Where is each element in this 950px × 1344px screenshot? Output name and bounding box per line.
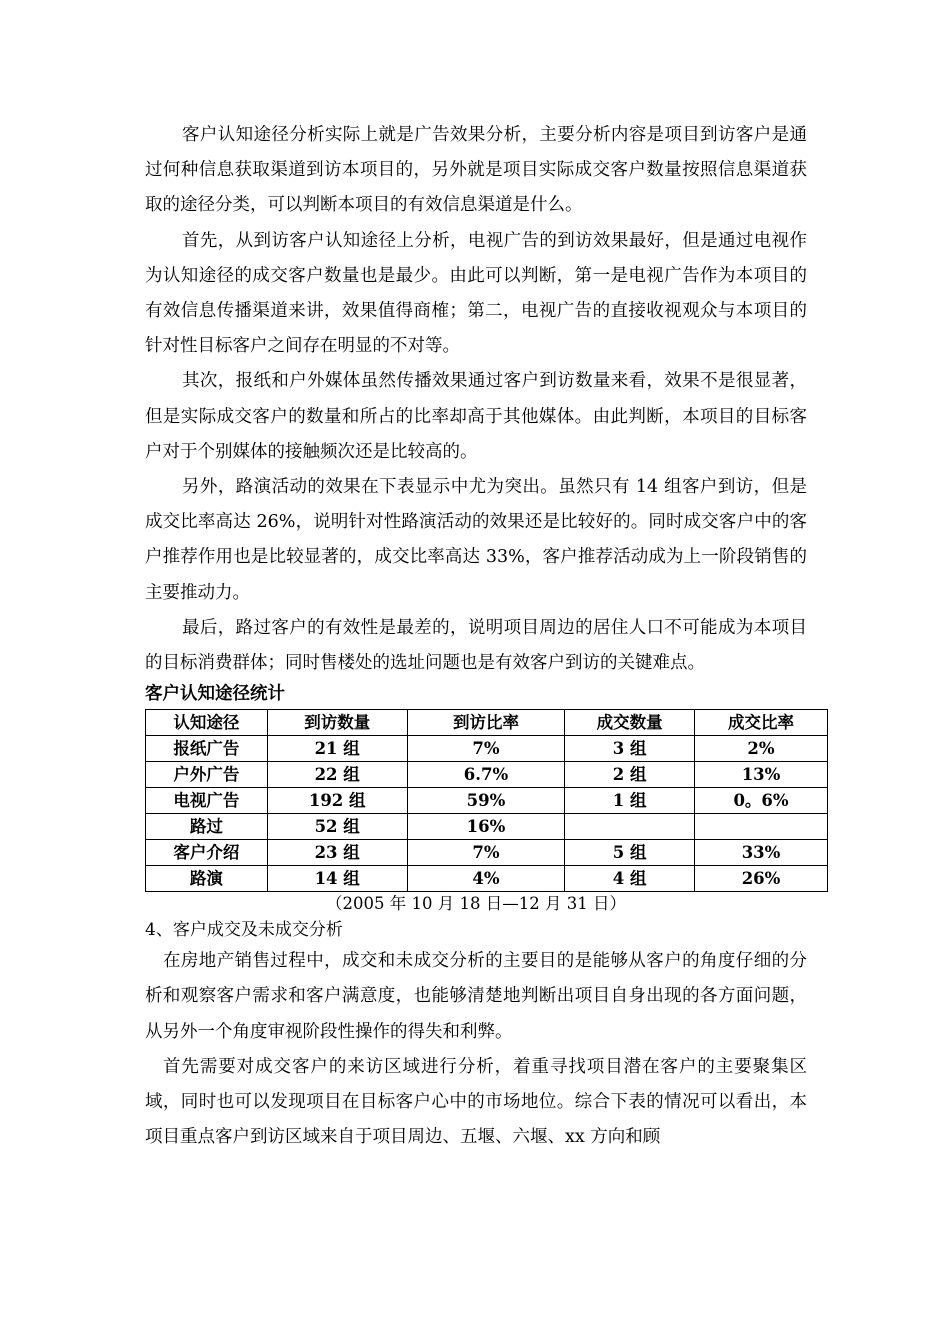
paragraph: 客户认知途径分析实际上就是广告效果分析，主要分析内容是项目到访客户是通过何种信息获取渠道到访本项目的，另外就是项目实际成交客户数量按照信息渠道获取的途径分类，可以判断本项目的有效信息渠道是什么。 bbox=[145, 125, 807, 216]
table-cell: 7% bbox=[407, 736, 565, 762]
table-cell: 13% bbox=[695, 762, 828, 788]
column-header: 认知途径 bbox=[146, 710, 268, 736]
table-cell: 2 组 bbox=[565, 762, 695, 788]
table-cell: 14 组 bbox=[267, 866, 407, 892]
table-cell: 7% bbox=[407, 840, 565, 866]
paragraph: 其次，报纸和户外媒体虽然传播效果通过客户到访数量来看，效果不是很显著，但是实际成交客户的数量和所占的比率却高于其他媒体。由此判断，本项目的目标客户对于个别媒体的接触频次还是比较高的。 bbox=[145, 371, 807, 462]
table-row bbox=[146, 866, 828, 892]
paragraph: 另外，路演活动的效果在下表显示中尤为突出。虽然只有 14 组客户到访，但是成交比率高达 26%，说明针对性路演活动的效果还是比较好的。同时成交客户中的客户推荐作用也是比较显著的，成交比率高达 33%，客户推荐活动成为上一阶段销售的主要推动力。 bbox=[145, 477, 807, 603]
table-cell: 23 组 bbox=[267, 840, 407, 866]
table-cell: 路过 bbox=[146, 814, 268, 840]
table-cell: 192 组 bbox=[267, 788, 407, 814]
section-heading: 4、客户成交及未成交分析 bbox=[145, 920, 343, 941]
table-row bbox=[146, 814, 828, 840]
paragraph: 首先需要对成交客户的来访区域进行分析，着重寻找项目潜在客户的主要聚集区域，同时也可以发现项目在目标客户心中的市场地位。综合下表的情况可以看出，本项目重点客户到访区域来自于项目周边、五堰、六堰、xx 方向和顾 bbox=[145, 1056, 807, 1148]
document-page bbox=[145, 118, 807, 1155]
table-cell: 客户介绍 bbox=[146, 840, 268, 866]
table-cell: 4% bbox=[407, 866, 565, 892]
table-cell: 26% bbox=[695, 866, 828, 892]
table-cell: 6.7% bbox=[407, 762, 565, 788]
stats-table bbox=[145, 709, 828, 892]
table-cell bbox=[565, 814, 695, 840]
table-cell: 4 组 bbox=[565, 866, 695, 892]
table-header-row bbox=[146, 710, 828, 736]
column-header: 成交数量 bbox=[565, 710, 695, 736]
table-date-note: （2005 年 10 月 18 日—12 月 31 日） bbox=[326, 894, 626, 914]
table-row bbox=[146, 840, 828, 866]
table-cell: 2% bbox=[695, 736, 828, 762]
table-cell bbox=[695, 814, 828, 840]
table-row bbox=[146, 762, 828, 788]
table-cell: 52 组 bbox=[267, 814, 407, 840]
paragraph: 最后，路过客户的有效性是最差的，说明项目周边的居住人口不可能成为本项目的目标消费群体；同时售楼处的选址问题也是有效客户到访的关键难点。 bbox=[145, 617, 807, 674]
table-cell: 户外广告 bbox=[146, 762, 268, 788]
table-cell: 报纸广告 bbox=[146, 736, 268, 762]
table-cell: 3 组 bbox=[565, 736, 695, 762]
table-cell: 5 组 bbox=[565, 840, 695, 866]
table-cell: 22 组 bbox=[267, 762, 407, 788]
table-cell: 0。6% bbox=[695, 788, 828, 814]
column-header: 到访数量 bbox=[267, 710, 407, 736]
table-row bbox=[146, 736, 828, 762]
paragraph: 首先，从到访客户认知途径上分析，电视广告的到访效果最好，但是通过电视作为认知途径的成交客户数量也是最少。由此可以判断，第一是电视广告作为本项目的有效信息传播渠道来讲，效果值得商榷；第二，电视广告的直接收视观众与本项目的针对性目标客户之间存在明显的不对等。 bbox=[145, 230, 807, 357]
table-row bbox=[146, 788, 828, 814]
table-cell: 电视广告 bbox=[146, 788, 268, 814]
table-cell: 33% bbox=[695, 840, 828, 866]
column-header: 到访比率 bbox=[407, 710, 565, 736]
table-title: 客户认知途径统计 bbox=[145, 684, 285, 705]
table-cell: 路演 bbox=[146, 866, 268, 892]
column-header: 成交比率 bbox=[695, 710, 828, 736]
table-cell: 16% bbox=[407, 814, 565, 840]
table-cell: 1 组 bbox=[565, 788, 695, 814]
paragraph: 在房地产销售过程中，成交和未成交分析的主要目的是能够从客户的角度仔细的分析和观察客户需求和客户满意度，也能够清楚地判断出项目自身出现的各方面问题，从另外一个角度审视阶段性操作的得失和利弊。 bbox=[145, 951, 807, 1042]
table-cell: 59% bbox=[407, 788, 565, 814]
table-cell: 21 组 bbox=[267, 736, 407, 762]
